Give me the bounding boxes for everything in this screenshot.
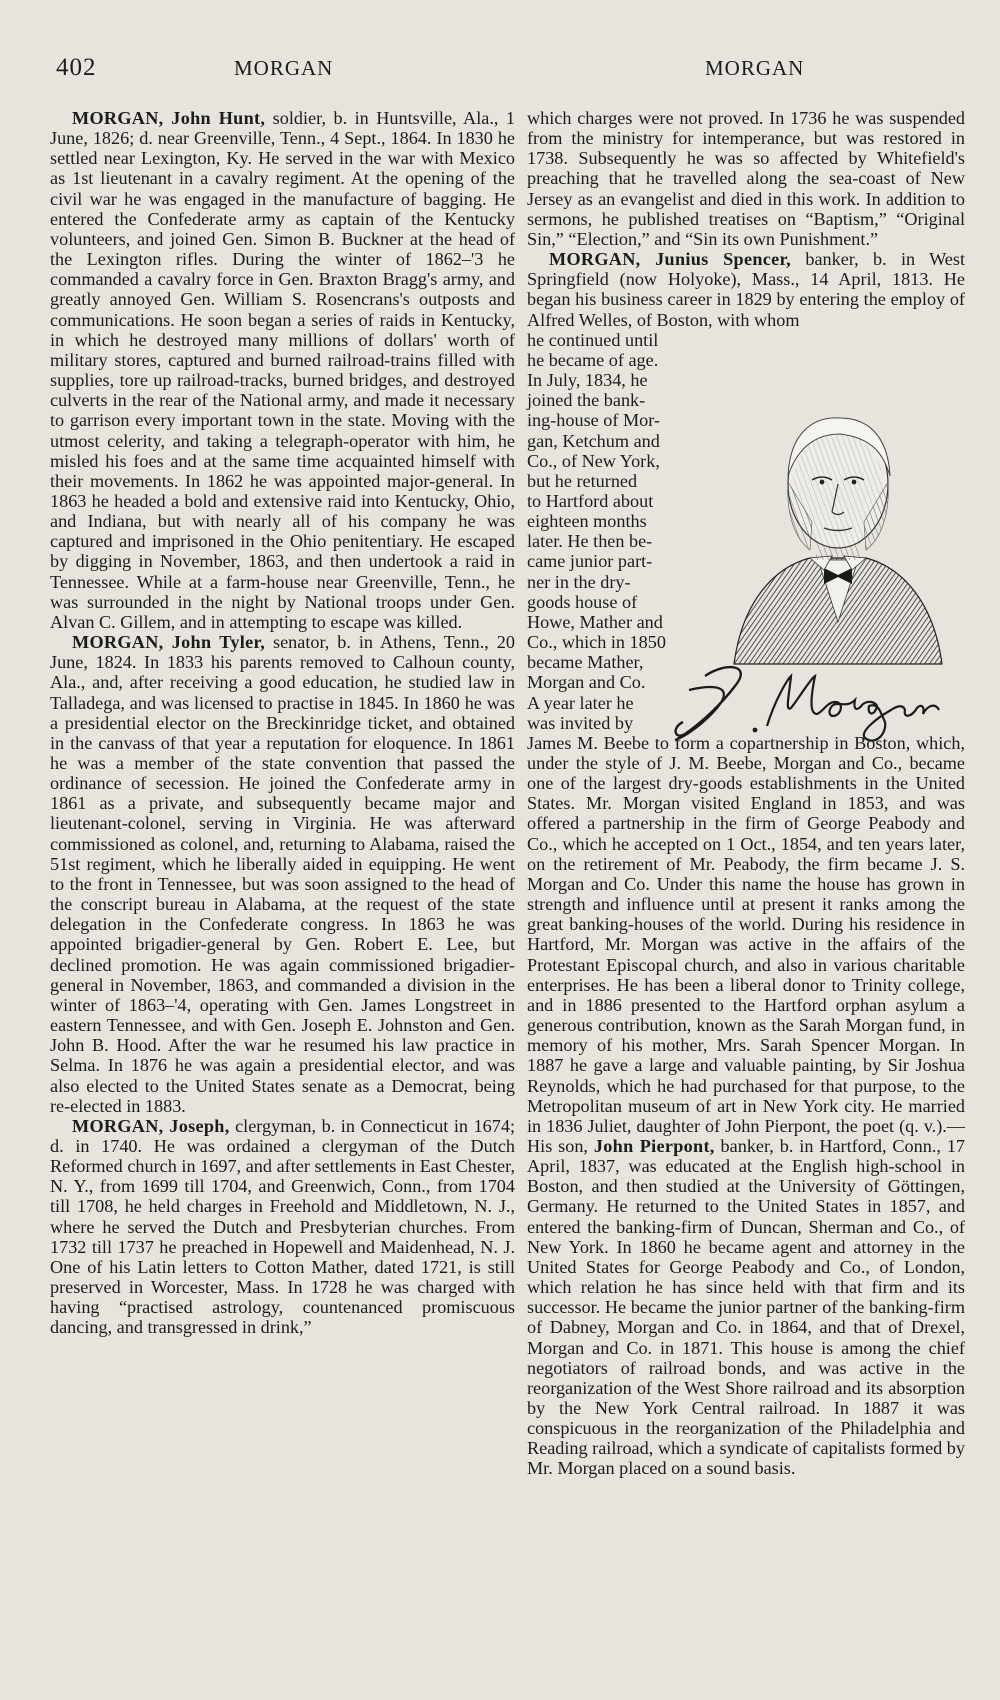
narrow-line: became Mather, bbox=[527, 652, 644, 673]
running-head-right: MORGAN bbox=[705, 56, 805, 80]
entry-heading: MORGAN, Junius Spencer, bbox=[549, 249, 792, 270]
right-column bbox=[527, 108, 965, 1479]
page-header bbox=[50, 54, 960, 84]
narrow-line: joined the bank- bbox=[527, 390, 646, 411]
entry-heading: MORGAN, John Hunt, bbox=[72, 108, 266, 128]
entry-joseph-continuation: which charges were not proved. In 1736 he was suspended from the ministry for intemperance, but was restored in 1738. Subsequently he was so affected by Whitefield's preaching that he travelled along the sea-coast of New Jersey as an evangelist and died in this work. In addition to sermons, he published treatises on “Baptism,” “Original Sin,” “Election,” and “Sin its own Punishment.” bbox=[527, 108, 965, 249]
narrow-line: eighteen months bbox=[527, 511, 647, 532]
narrow-line: ner in the dry- bbox=[527, 571, 631, 592]
entry-john-hunt-morgan bbox=[50, 108, 515, 632]
narrow-line: Morgan and Co. bbox=[527, 672, 646, 693]
entry-text: banker, b. in West Springfield (now Holyoke), Mass., 14 April, 1813. He began his business career in 1829 by entering the employ of Alfred Welles, of Boston, with whom bbox=[527, 249, 965, 330]
signature-image bbox=[665, 656, 965, 748]
narrow-line: to Hartford about bbox=[527, 490, 654, 511]
entry-text: soldier, b. in Huntsville, Ala., 1 June, 1826; d. near Greenville, Tenn., 4 Sept., 1864. In 1830 he settled near Lexington, Ky. He served in the war with Mexico as 1st lieutenant in a cavalry regiment. At the opening of the civil war he was engaged in the manufacture of bagging. He entered the Confederate army as captain of the Kentucky volunteers, and joined Gen. Simon B. Buckner at the head of the Lexington rifles. During the winter of 1862–'3 he commanded a cavalry force in Gen. Braxton Bragg's army, and greatly annoyed Gen. William S. Rosencrans's outposts and communications. He soon began a series of raids in Kentucky, in which he destroyed many millions of dollars' worth of military stores, captured and burned railroad-trains filled with supplies, tore up railroad-tracks, burned bridges, and destroyed culverts in the rear of the National army, and made it necessary to garrison every important town in the state. Moving with the utmost celerity, and taking a telegraph-operator with him, he misled his foes and at the same time acquainted himself with their movements. In 1862 he was appointed major-general. In 1863 he headed a bold and extensive raid into Kentucky, Ohio, and Indiana, but with nearly all of his company he was captured and imprisoned in the Ohio penitentiary. He escaped by digging in November, 1863, and then undertook a raid in Tennessee. While at a farm-house near Greenville, Tenn., he was surrounded in the night by National troops under Gen. Alvan C. Gillem, and in attempting to escape was killed. bbox=[50, 108, 515, 632]
entry-junius-continuation bbox=[527, 733, 965, 1479]
entry-john-tyler-morgan bbox=[50, 632, 515, 1116]
portrait-engraving bbox=[728, 372, 948, 672]
narrow-line: Co., of New York, bbox=[527, 450, 660, 471]
entry-text: banker, b. in Hartford, Conn., 17 April, 1837, was educated at the English high-school in Boston, and then studied at the University of Göttingen, Germany. He returned to the United States in 1857, and entered the banking-firm of Duncan, Sherman and Co., of New York. In 1860 he became agent and attorney in the United States for George Peabody and Co., of London, which relation he has since held with that firm and its successor. He became the junior partner of the banking-firm of Dabney, Morgan and Co. in 1864, and that of Drexel, Morgan and Co. in 1871. This house is among the chief negotiators of railroad bonds, and was active in the reorganization of the West Shore railroad and its absorption by the New York Central railroad. In 1887 it was conspicuous in the reorganization of the Philadelphia and Reading railroad, which a syndicate of capitalists formed by Mr. Morgan placed on a sound basis. bbox=[527, 1135, 966, 1479]
narrow-line: Howe, Mather and bbox=[527, 611, 663, 632]
narrow-line: gan, Ketchum and bbox=[527, 430, 660, 451]
narrow-line: goods house of bbox=[527, 591, 638, 612]
narrow-line: he became of age. bbox=[527, 349, 659, 370]
entry-text: senator, b. in Athens, Tenn., 20 June, 1824. In 1833 his parents removed to Calhoun county, Ala., and, after receiving a good education, he studied law in Talladega, and was licensed to practise in 1845. In 1860 he was a presidential elector on the Breckinridge ticket, and obtained in the canvass of that year a reputation for eloquence. In 1861 he was a member of the state convention that passed the ordinance of secession. He joined the Confederate army in 1861 as a private, and subsequently became major and lieutenant-colonel, serving in Virginia. He was afterward commissioned as colonel, and, returning to Alabama, raised the 51st regiment, which he liberally aided in equipping. He went to the front in Tennessee, but was soon assigned to the head of the conscript bureau in Alabama, at the request of the state delegation in the Confederate congress. In 1863 he was appointed brigadier-general by Gen. Robert E. Lee, but declined promotion. He was again commissioned brigadier-general in November, 1863, and commanded a division in the winter of 1863–'4, operating with Gen. James Longstreet in eastern Tennessee, and with Gen. Joseph E. Johnston and Gen. John B. Hood. After the war he resumed his law practice in Selma. In 1876 he was again a presidential elector, and was also elected to the United States senate as a Democrat, being re-elected in 1883. bbox=[50, 632, 515, 1116]
entry-subheading: John Pierpont, bbox=[593, 1135, 715, 1156]
entry-junius-spencer-morgan bbox=[527, 249, 965, 330]
narrow-line: Co., which in 1850 bbox=[527, 632, 666, 653]
entry-joseph-morgan bbox=[50, 1116, 515, 1338]
entry-heading: MORGAN, Joseph, bbox=[72, 1115, 230, 1136]
narrow-line: ing-house of Mor- bbox=[527, 410, 660, 431]
narrow-line: but he returned bbox=[527, 470, 638, 491]
narrow-line: he continued until bbox=[527, 329, 659, 350]
narrow-line: came junior part- bbox=[527, 551, 653, 572]
left-column bbox=[50, 108, 515, 1338]
entry-text: James M. Beebe to form a copartnership in Boston, which, under the style of J. M. Beebe, Morgan and Co., became one of the largest dry-goods establishments in the United States. Mr. Morgan visited England in 1853, and was offered a partnership in the firm of George Peabody and Co., which he accepted on 1 Oct., 1854, and ten years later, on the retirement of Mr. Peabody, the firm became J. S. Morgan and Co. Under this name the house has grown in strength and influence until at present it ranks among the great banking-houses of the world. During his residence in Hartford, Mr. Morgan was active in the affairs of the Protestant Episcopal church, and also in various charitable enterprises. He has been a liberal donor to Trinity college, and in 1886 presented to the Hartford orphan asylum a generous contribution, known as the Sarah Morgan fund, in memory of his mother, Mrs. Sarah Spencer Morgan. In 1887 he gave a large and valuable painting, by Sir Joshua Reynolds, which he had purchased for that purpose, to the Metropolitan museum of art in New York city. He married in 1836 Juliet, daughter of John Pierpont, the poet (q. v.).—His son, bbox=[527, 732, 965, 1156]
narrow-line: later. He then be- bbox=[527, 531, 653, 552]
entry-heading: MORGAN, John Tyler, bbox=[72, 632, 266, 653]
narrow-line: was invited by bbox=[527, 712, 634, 733]
running-head-left: MORGAN bbox=[234, 56, 334, 80]
narrow-line: In July, 1834, he bbox=[527, 370, 648, 391]
narrow-line: A year later he bbox=[527, 692, 634, 713]
entry-text: clergyman, b. in Connecticut in 1674; d. in 1740. He was ordained a clergyman of the Dutch Reformed church in 1697, and after settlements in East Chester, N. Y., from 1699 till 1704, and Greenwich, Conn., from 1704 till 1708, he held charges in Freehold and Middletown, N. J., where he served the Dutch and Presbyterian churches. From 1732 till 1737 he preached in Hopewell and Maidenhead, N. J. One of his Latin letters to Cotton Mather, dated 1721, is still preserved in Worcester, Mass. In 1728 he was charged with having “practised astrology, countenanced promiscuous dancing, and transgressed in drink,” bbox=[50, 1115, 515, 1338]
page-number: 402 bbox=[56, 54, 97, 81]
